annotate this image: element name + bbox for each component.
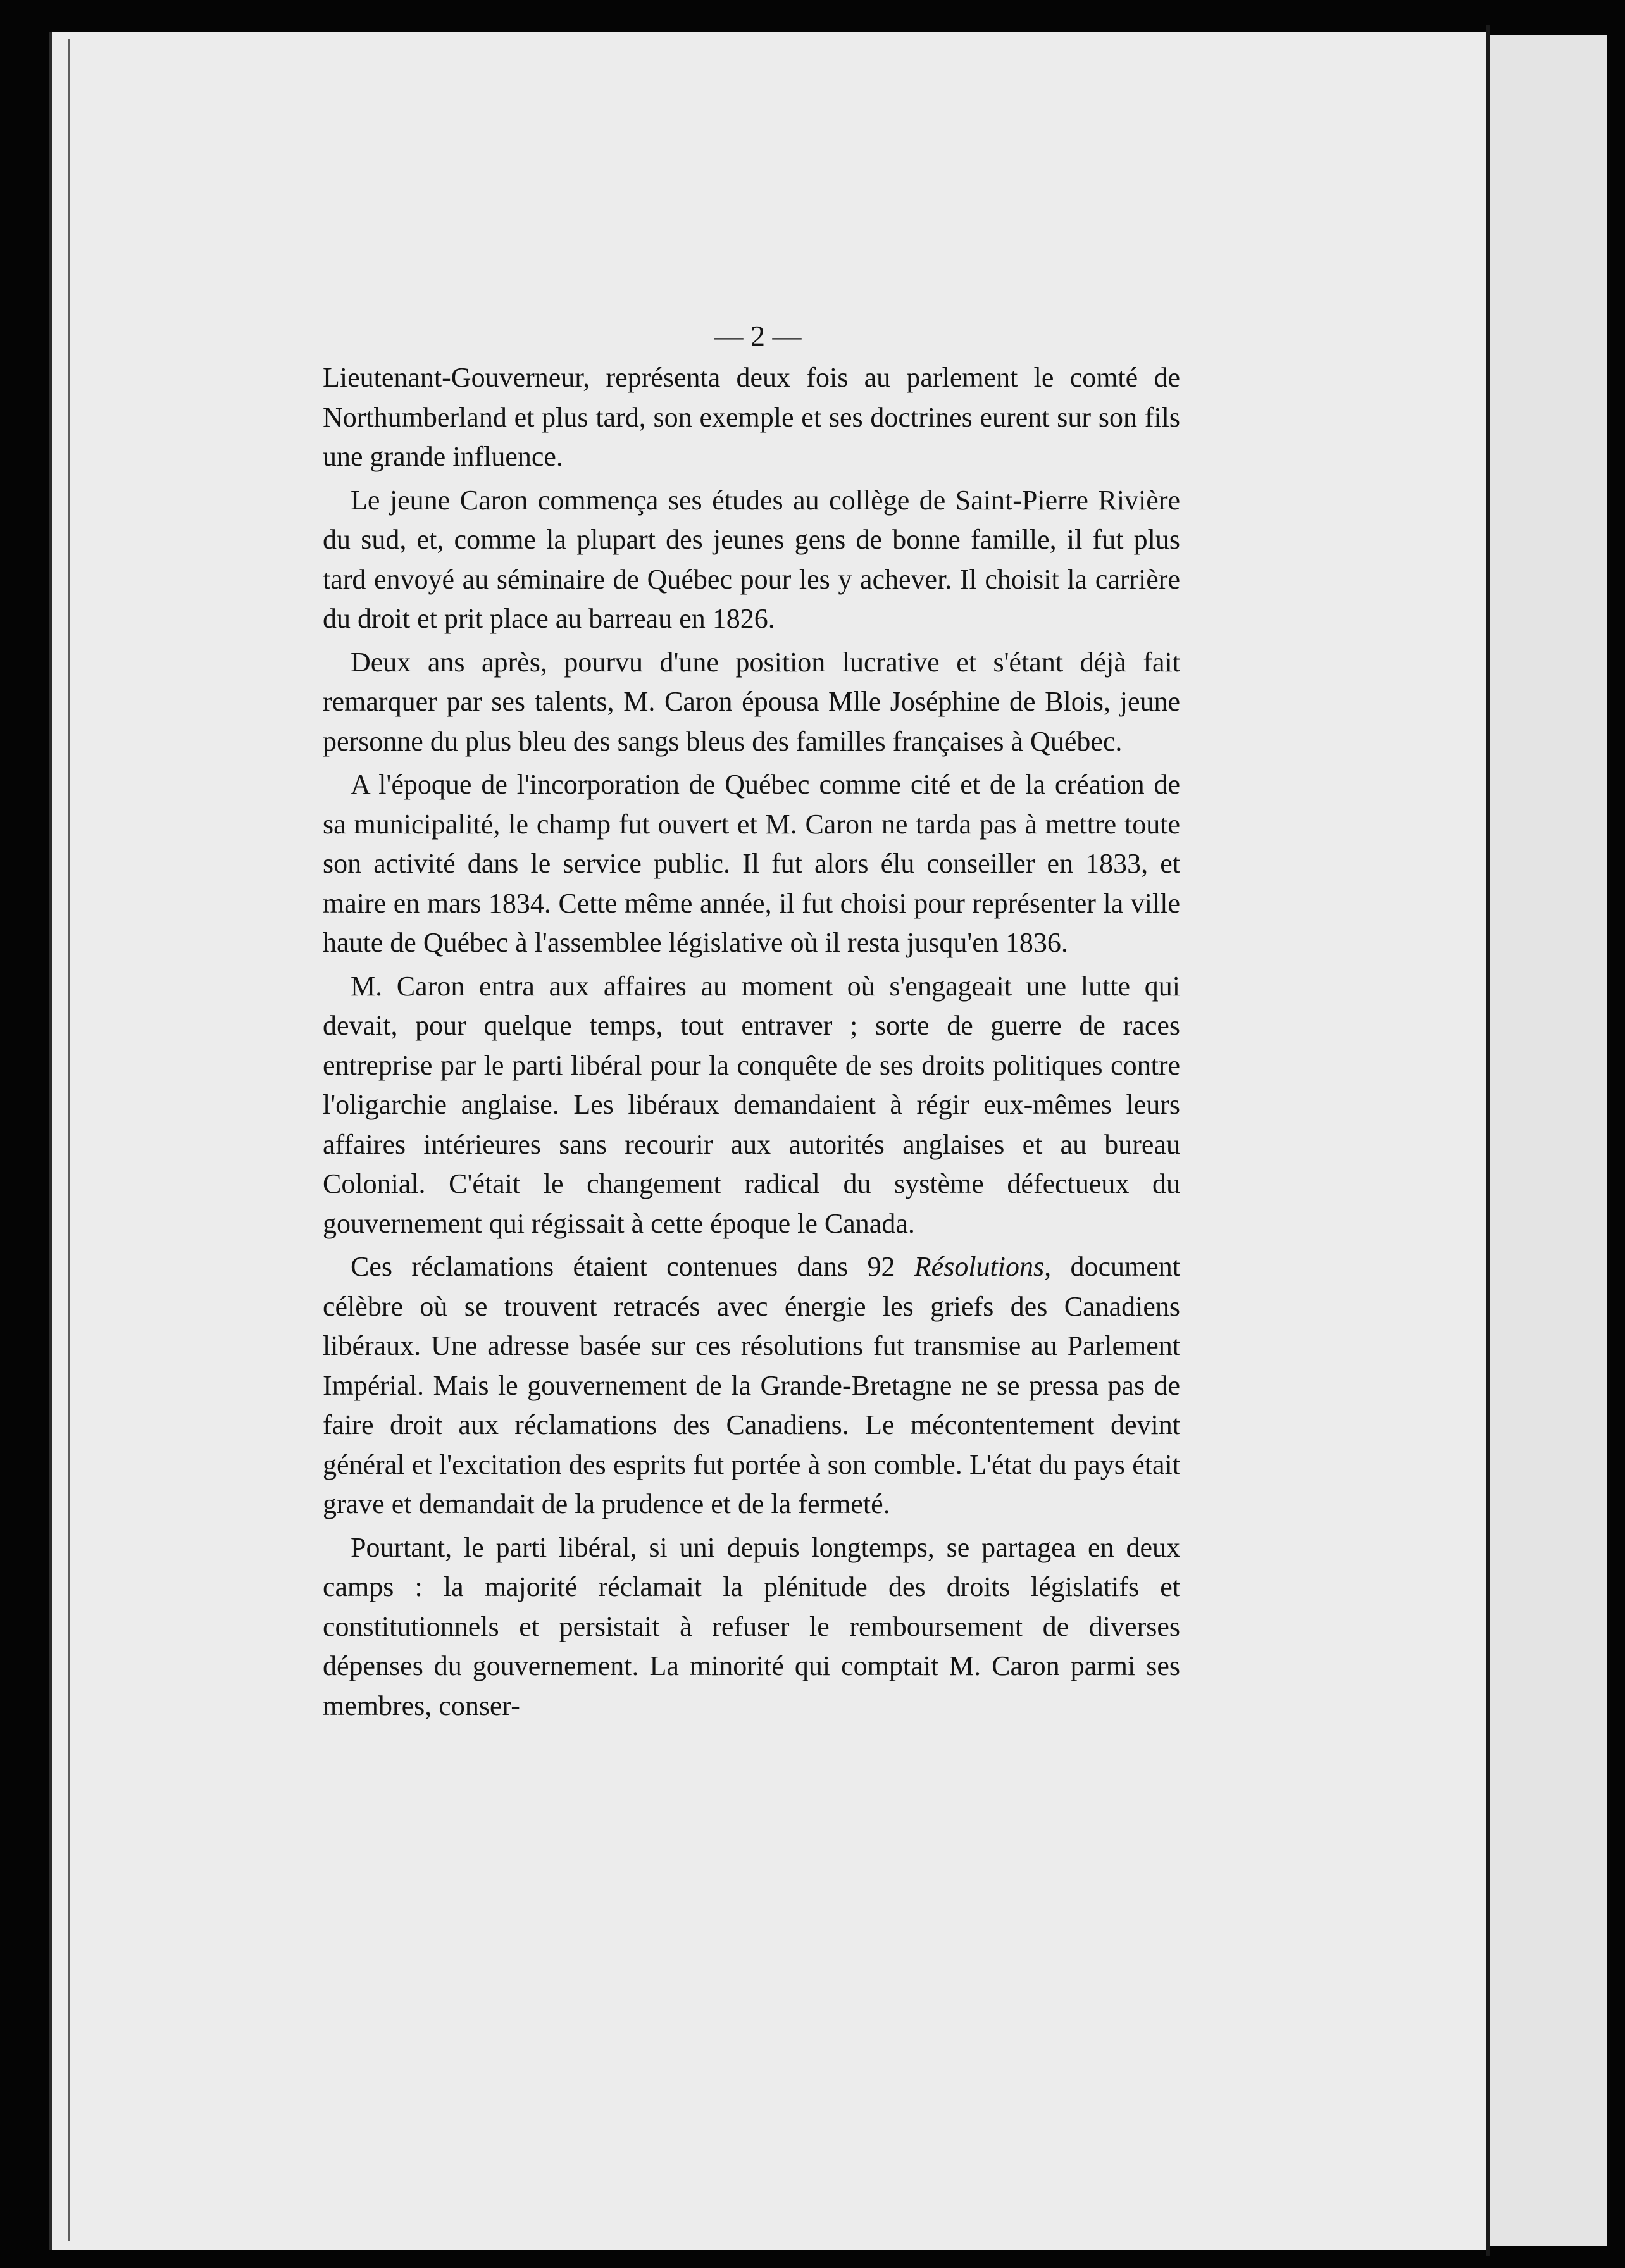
page-binding-edge [68, 39, 70, 2241]
paragraph-6 [323, 1247, 1180, 1524]
paragraph-2: Le jeune Caron commença ses études au collège de Saint-Pierre Rivière du sud, et, comme la plupart des jeunes gens de bonne famille, il fut plus tard envoyé au séminaire de Québec pour les y achever. Il choisit la carrière du droit et prit place au barreau en 1826. [323, 484, 1180, 634]
paragraph-6-italic: Résolutions [914, 1251, 1045, 1282]
page-text [323, 316, 1180, 1729]
paragraph-7: Pourtant, le parti libéral, si uni depuis longtemps, se partagea en deux camps : la majorité réclamait la plénitude des droits législatifs et constitutionnels et persistait à refuser le remboursement de diverses dépenses du gouvernement. La minorité qui comptait M. Caron parmi ses membres, conser- [323, 1531, 1180, 1721]
paragraph-1: Lieutenant-Gouverneur, représenta deux fois au parlement le comté de Northumberland et plus tard, son exemple et ses doctrines eurent sur son fils une grande influence. [323, 362, 1180, 472]
paragraph-6-text-before: Ces réclamations étaient contenues dans 92 [351, 1251, 914, 1282]
paragraph-4: A l'époque de l'incorporation de Québec comme cité et de la création de sa municipalité, le champ fut ouvert et M. Caron ne tarda pas à mettre toute son activité dans le service public. Il fut alors élu conseiller en 1833, et maire en mars 1834. Cette même année, il fut choisi pour représenter la ville haute de Québec à l'assemblee législative où il resta jusqu'en 1836. [323, 769, 1180, 958]
paragraph-6-text-after: , document célèbre où se trouvent retracés avec énergie les griefs des Canadiens libéraux. Une adresse basée sur ces résolutions fut transmise au Parlement Impérial. Mais le gouvernement de la Grande-Bretagne ne se pressa pas de faire droit aux réclamations des Canadiens. Le mécontentement devint général et l'excitation des esprits fut portée à son comble. L'état du pays était grave et demandait de la prudence et de la fermeté. [323, 1251, 1180, 1519]
page-number: — 2 — [714, 320, 802, 352]
paragraph-5: M. Caron entra aux affaires au moment où s'engageait une lutte qui devait, pour quelque temps, tout entraver ; sorte de guerre de races entreprise par le parti libéral pour la conquête de ses droits politiques contre l'oligarchie anglaise. Les libéraux demandaient à régir eux-mêmes leurs affaires intérieures sans recourir aux autorités anglaises et au bureau Colonial. C'était le changement radical du système défectueux du gouvernement qui régissait à cette époque le Canada. [323, 970, 1180, 1239]
page-gutter [1486, 25, 1490, 2256]
adjacent-page-edge [1490, 35, 1607, 2246]
paragraph-3: Deux ans après, pourvu d'une position lucrative et s'étant déjà fait remarquer par ses talents, M. Caron épousa Mlle Joséphine de Blois, jeune personne du plus bleu des sangs bleus des familles françaises à Québec. [323, 646, 1180, 757]
